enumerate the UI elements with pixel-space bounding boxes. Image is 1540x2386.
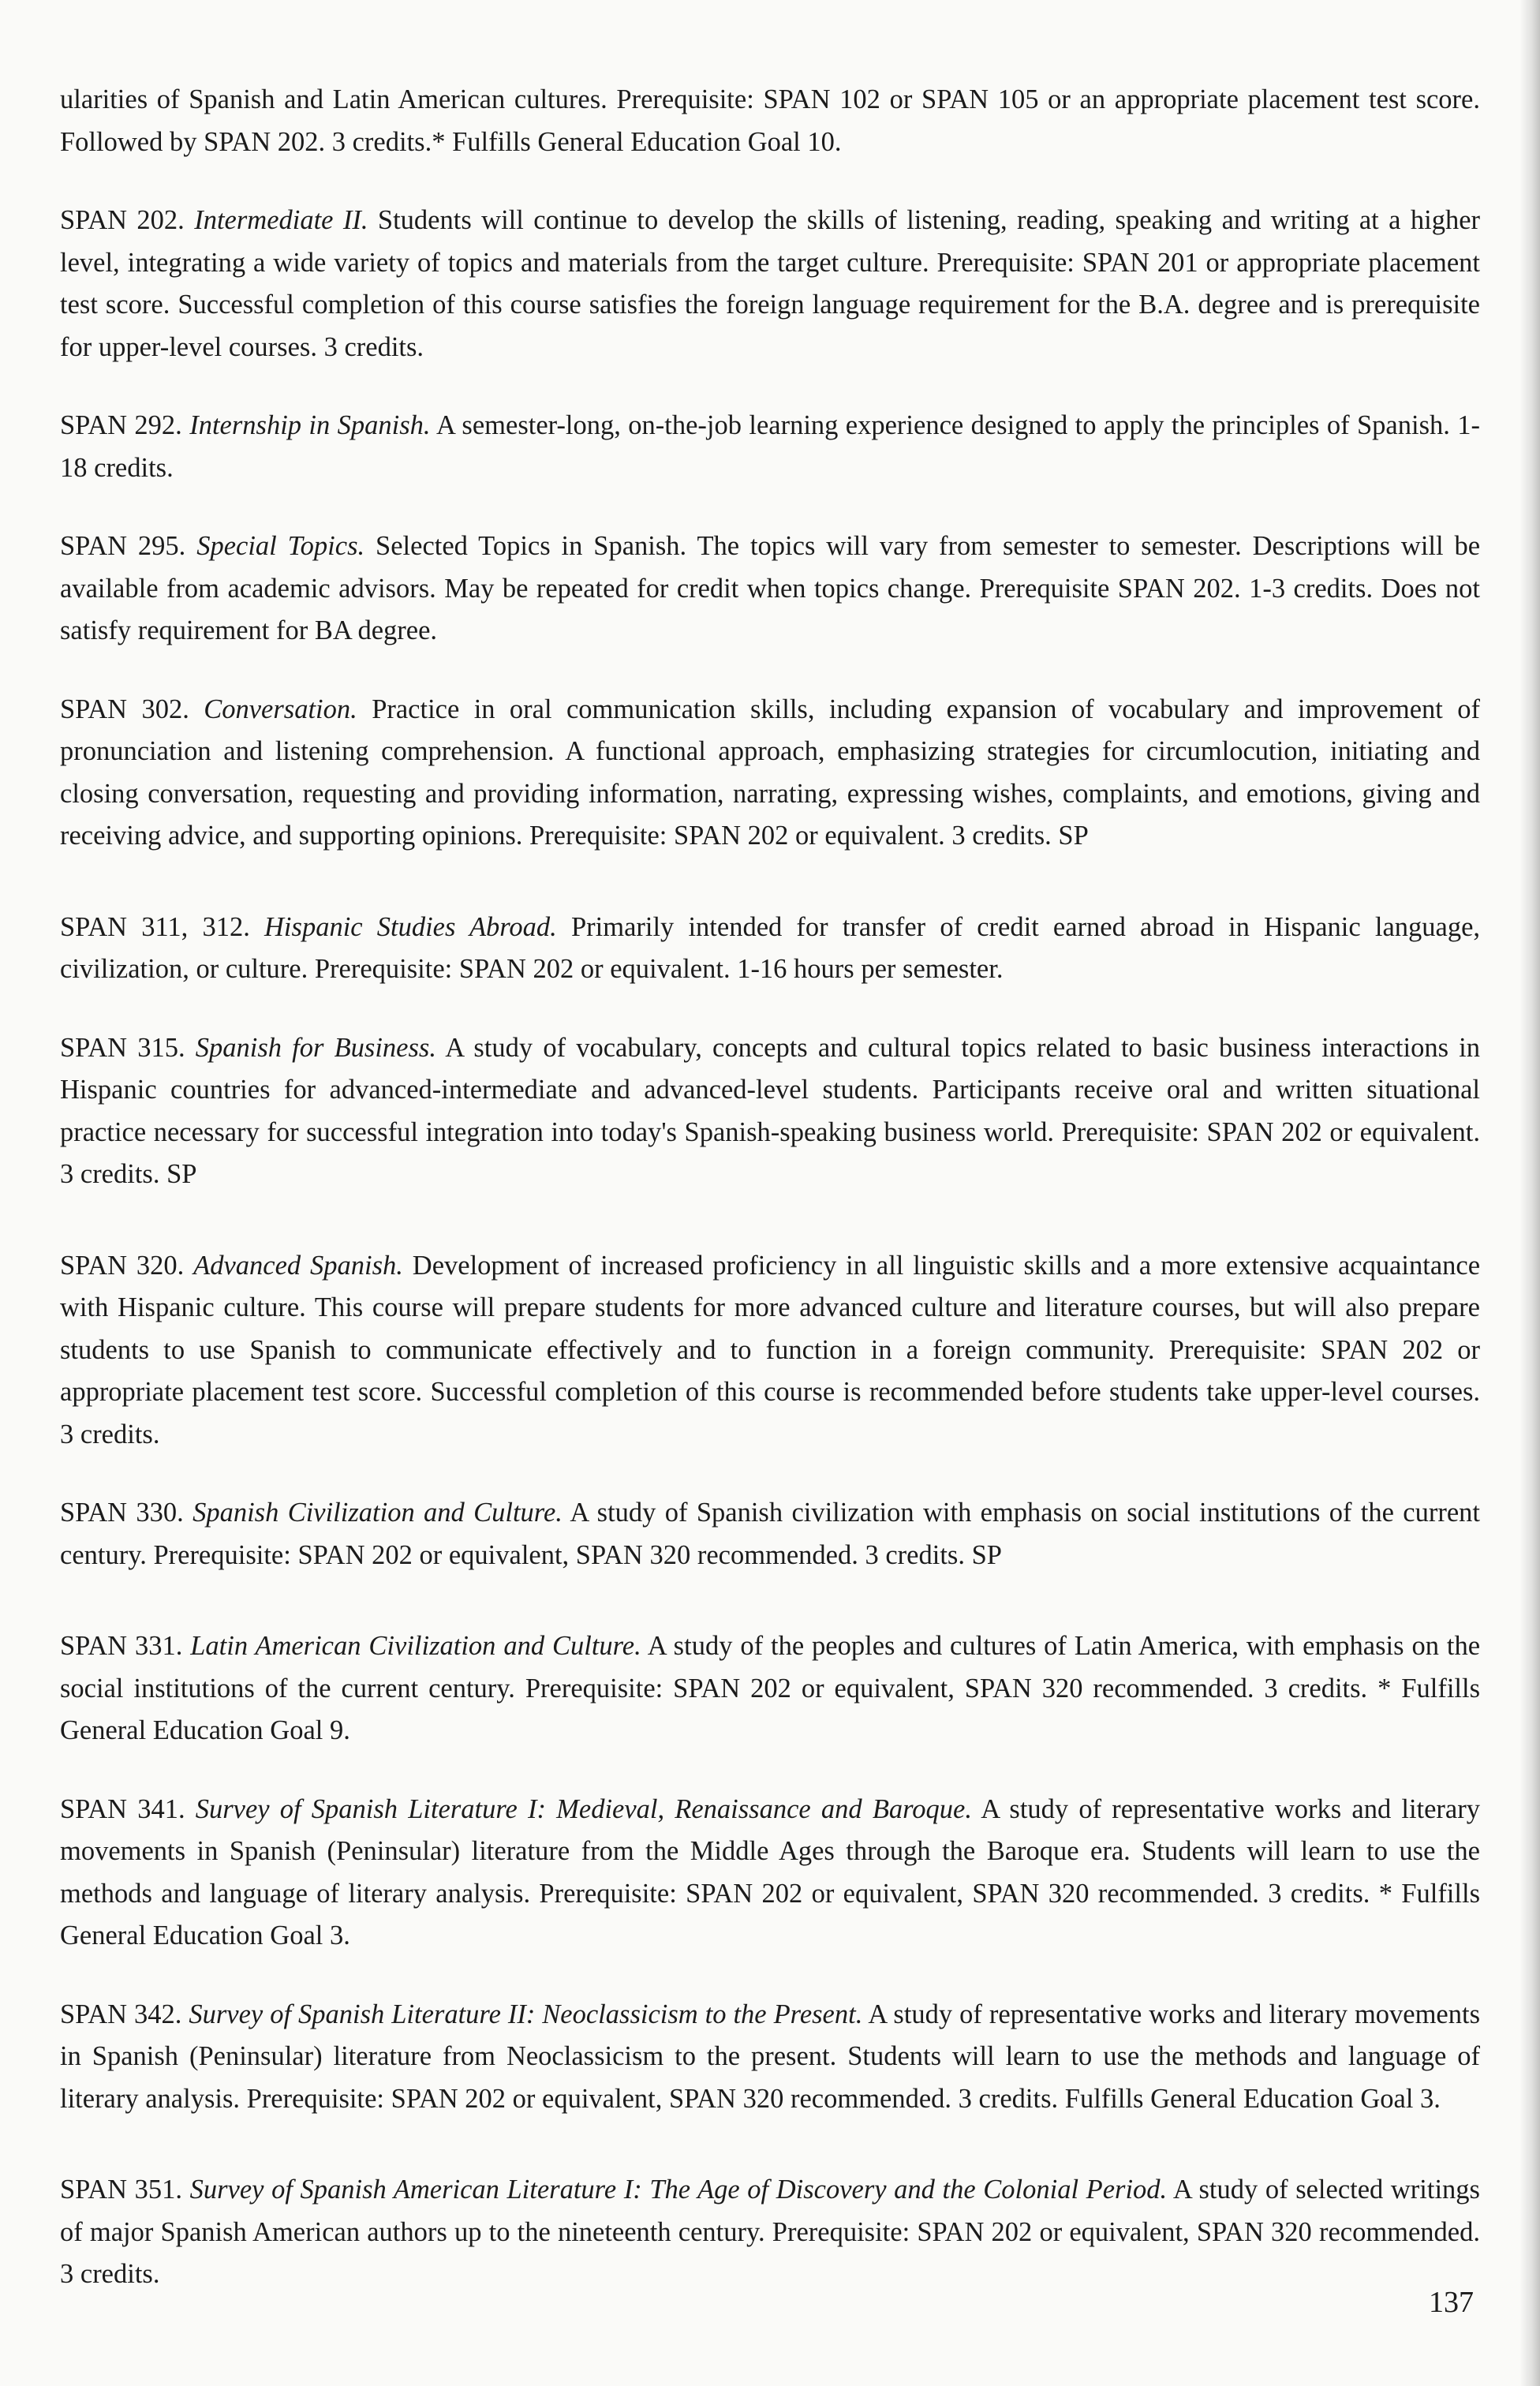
course-entry-span-331 bbox=[60, 1625, 1480, 1752]
continued-course-description bbox=[60, 79, 1480, 163]
course-title: Hispanic Studies Abroad. bbox=[264, 911, 557, 942]
course-id: SPAN 295. bbox=[60, 531, 186, 561]
course-entry-span-320 bbox=[60, 1245, 1480, 1457]
course-entry-span-295 bbox=[60, 525, 1480, 653]
course-entry-span-202 bbox=[60, 200, 1480, 368]
course-id: SPAN 320. bbox=[60, 1250, 185, 1281]
course-id: SPAN 351. bbox=[60, 2175, 183, 2205]
course-description: Practice in oral communication skills, including expansion of vocabulary and improvement of pronunciation and listening comprehension. A functional approach, emphasizing strategies for circumlocution, initiating and closing conversation, requesting and providing information, narrating, expressing wishes, complaints, and emotions, giving and receiving advice, and supporting opinions. Prerequisite: SPAN 202 or equivalent. 3 credits. SP bbox=[60, 694, 1480, 851]
course-description: A study of Spanish civilization with emphasis on social institutions of the current century. Prerequisite: SPAN 202 or equivalent, SPAN 320 recommended. 3 credits. SP bbox=[60, 1498, 1480, 1570]
course-description: A study of vocabulary, concepts and cultural topics related to basic business interactions in Hispanic countries for advanced-intermediate and advanced-level students. Participants receive oral and written situational practice necessary for successful integration into today's Spanish-speaking business world. Prerequisite: SPAN 202 or equivalent. 3 credits. SP bbox=[60, 1032, 1481, 1189]
course-id: SPAN 292. bbox=[60, 410, 182, 440]
page-edge-shadow bbox=[1519, 0, 1540, 2386]
course-id: SPAN 330. bbox=[60, 1498, 184, 1528]
course-listing bbox=[60, 79, 1480, 2332]
course-entry-span-342 bbox=[60, 1994, 1480, 2121]
course-id: SPAN 311, 312. bbox=[60, 911, 250, 942]
course-entry-span-341 bbox=[60, 1789, 1480, 1958]
course-description: Primarily intended for transfer of credit earned abroad in Hispanic language, civilization, or culture. Prerequisite: SPAN 202 or equivalent. 1-16 hours per semester. bbox=[60, 911, 1481, 984]
course-entry-span-330 bbox=[60, 1492, 1480, 1576]
course-title: Survey of Spanish Literature I: Medieval, Renaissance and Baroque. bbox=[195, 1793, 972, 1824]
course-description: A study of the peoples and cultures of Latin America, with emphasis on the social institutions of the current century. Prerequisite: SPAN 202 or equivalent, SPAN 320 recommended. 3 credits. * Fulfills General Education Goal 9. bbox=[60, 1631, 1481, 1745]
course-title: Spanish for Business. bbox=[195, 1032, 436, 1063]
course-id: SPAN 202. bbox=[60, 205, 185, 235]
course-entry-span-292 bbox=[60, 405, 1480, 489]
continued-description-text: ularities of Spanish and Latin American cultures. Prerequisite: SPAN 102 or SPAN 105 or an appropriate placement test score. Followed by SPAN 202. 3 credits.* Fulfills General Education Goal 10. bbox=[60, 84, 1480, 157]
course-entry-span-302 bbox=[60, 689, 1480, 858]
course-description: A semester-long, on-the-job learning experience designed to apply the principles of Spanish. 1-18 credits. bbox=[60, 410, 1480, 483]
course-title: Survey of Spanish Literature II: Neoclassicism to the Present. bbox=[189, 1999, 863, 2029]
course-id: SPAN 331. bbox=[60, 1631, 183, 1661]
course-description: Students will continue to develop the skills of listening, reading, speaking and writing at a higher level, integrating a wide variety of topics and materials from the target culture. Prerequisite: SPAN 201 or appropriate placement test score. Successful completion of this course satisfies the foreign language requirement for the B.A. degree and is prerequisite for upper-level courses. 3 credits. bbox=[60, 205, 1480, 362]
course-title: Latin American Civilization and Culture. bbox=[190, 1631, 641, 1661]
course-title: Conversation. bbox=[204, 694, 357, 724]
course-description: A study of selected writings of major Spanish American authors up to the nineteenth century. Prerequisite: SPAN 202 or equivalent, SPAN 320 recommended. 3 credits. bbox=[60, 2175, 1480, 2289]
course-id: SPAN 342. bbox=[60, 1999, 182, 2029]
course-title: Spanish Civilization and Culture. bbox=[192, 1498, 563, 1528]
course-entry-span-315 bbox=[60, 1027, 1480, 1196]
course-title: Intermediate II. bbox=[194, 205, 368, 235]
course-description: Development of increased proficiency in all linguistic skills and a more extensive acquaintance with Hispanic culture. This course will prepare students for more advanced culture and literature courses, but will also prepare students to use Spanish to communicate effectively and to function in a foreign community. Prerequisite: SPAN 202 or appropriate placement test score. Successful completion of this course is recommended before students take upper-level courses. 3 credits. bbox=[60, 1250, 1481, 1449]
course-id: SPAN 302. bbox=[60, 694, 189, 724]
course-entry-span-351 bbox=[60, 2169, 1480, 2296]
course-title: Advanced Spanish. bbox=[193, 1250, 403, 1281]
course-title: Survey of Spanish American Literature I: The Age of Discovery and the Colonial Period. bbox=[189, 2175, 1168, 2205]
page-number: 137 bbox=[1429, 2286, 1474, 2319]
course-title: Special Topics. bbox=[196, 531, 365, 561]
course-description: Selected Topics in Spanish. The topics will vary from semester to semester. Descriptions will be available from academic advisors. May be repeated for credit when topics change. Prerequisite SPAN 202. 1-3 credits. Does not satisfy requirement for BA degree. bbox=[60, 531, 1481, 645]
course-id: SPAN 315. bbox=[60, 1032, 185, 1063]
course-entry-span-311-312 bbox=[60, 907, 1480, 991]
course-title: Internship in Spanish. bbox=[189, 410, 431, 440]
course-description: A study of representative works and literary movements in Spanish (Peninsular) literature from the Middle Ages through the Baroque era. Students will learn to use the methods and language of literary analysis. Prerequisite: SPAN 202 or equivalent, SPAN 320 recommended. 3 credits. * Fulfills General Education Goal 3. bbox=[60, 1793, 1480, 1950]
course-id: SPAN 341. bbox=[60, 1793, 185, 1824]
course-description: A study of representative works and literary movements in Spanish (Peninsular) literature from Neoclassicism to the present. Students will learn to use the methods and language of literary analysis. Prerequisite: SPAN 202 or equivalent, SPAN 320 recommended. 3 credits. Fulfills General Education Goal 3. bbox=[60, 1999, 1480, 2114]
